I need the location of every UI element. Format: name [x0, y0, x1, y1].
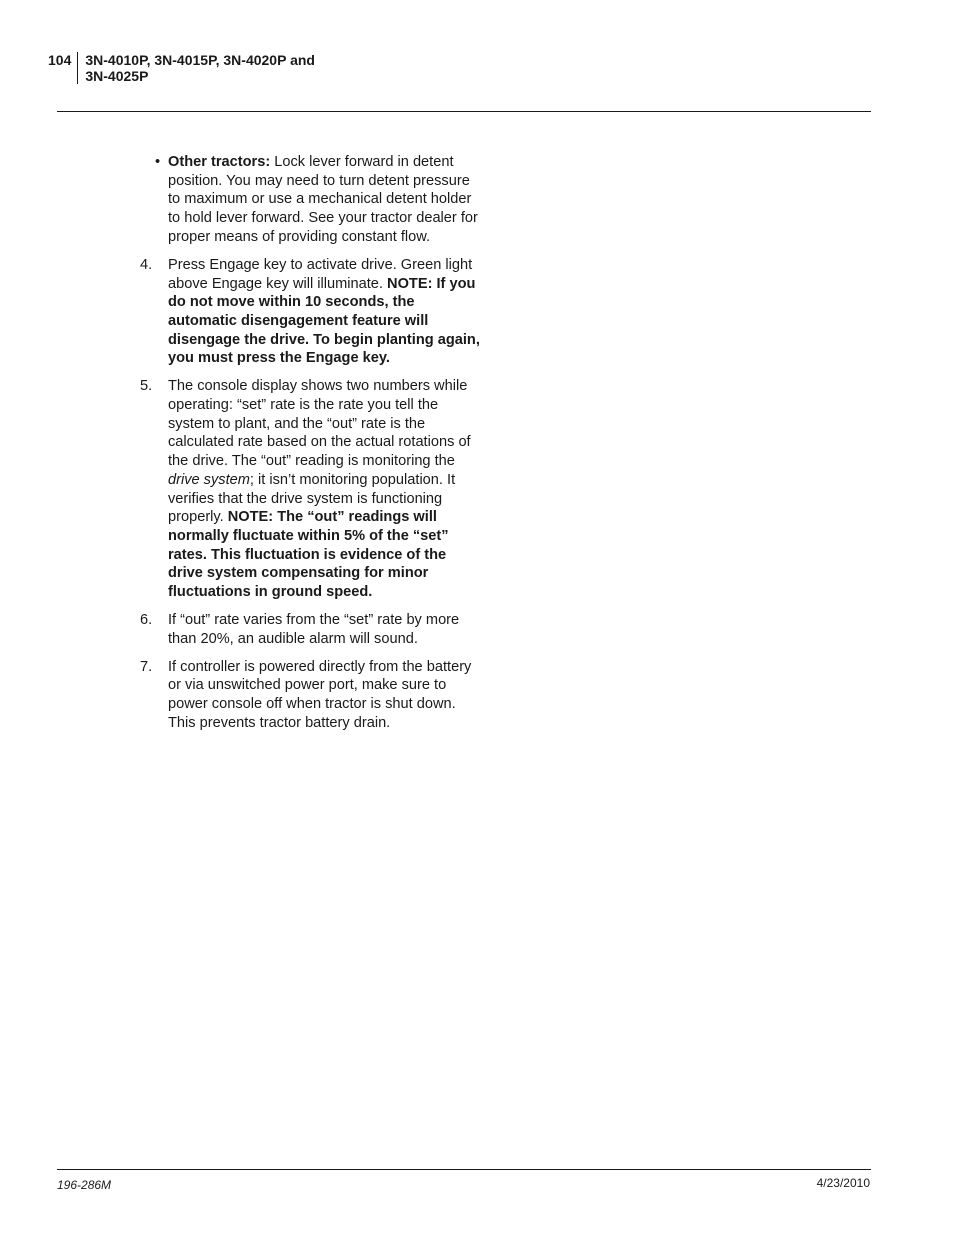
step-4: [140, 256, 482, 368]
footer-date: 4/23/2010: [816, 1176, 870, 1190]
instructions-content: [140, 153, 482, 742]
step-5: [140, 377, 482, 601]
step-5-number: 5.: [140, 378, 153, 395]
footer-rule: [57, 1169, 871, 1170]
bullet-marker: •: [155, 154, 161, 170]
step-7-text: If controller is powered directly from the battery or via unswitched power port, make sure to power console off when tractor is shut down. This prevents tractor battery drain.: [168, 658, 472, 731]
document-title-line-2: 3N-4025P: [85, 68, 149, 84]
doc-number: 196-286M: [57, 1178, 112, 1192]
step-6-number: 6.: [140, 612, 153, 629]
step-4-note: NOTE: If you do not move within 10 seconds, the automatic disengagement feature will disengage the drive. To begin planting again, you must press the Engage key.: [168, 275, 480, 367]
step-5-body-a: The console display shows two numbers while operating: “set” rate is the rate you tell the system to plant, and the “out” rate is the calculated rate based on the actual rotations of the drive. The “out” reading is monitoring the: [168, 378, 471, 470]
step-6: [140, 611, 482, 648]
page-number: 104: [48, 52, 72, 68]
bullet-other-tractors: [140, 153, 482, 247]
header-divider: [77, 52, 78, 84]
bullet-body: Lock lever forward in detent position. You may need to turn detent pressure to maximum or use a mechanical detent holder to hold lever forward. See your tractor dealer for proper means of providing constant flow.: [168, 154, 478, 245]
step-7: [140, 658, 482, 733]
step-5-italic: drive system: [168, 471, 250, 488]
document-title: [85, 52, 315, 84]
step-4-body: Press Engage key to activate drive. Green light above Engage key will illuminate.: [168, 256, 473, 292]
document-title-line-1: 3N-4010P, 3N-4015P, 3N-4020P and: [85, 52, 315, 68]
step-7-number: 7.: [140, 658, 153, 675]
step-5-text: [168, 377, 482, 601]
step-4-text: [168, 256, 482, 368]
step-6-text: If “out” rate varies from the “set” rate by more than 20%, an audible alarm will sound.: [168, 612, 460, 647]
step-5-note: NOTE: The “out” readings will normally fluctuate within 5% of the “set” rates. This fluctuation is evidence of the drive system compensating for minor fluctuations in ground speed.: [168, 509, 449, 601]
header-rule: [57, 111, 871, 112]
page-header: [48, 52, 315, 84]
step-5-body-b: ; it isn’t monitoring population. It verifies that the drive system is functioning properly.: [168, 471, 456, 526]
step-4-number: 4.: [140, 256, 153, 273]
bullet-lead: Other tractors:: [168, 154, 271, 170]
bullet-text: [168, 153, 482, 247]
